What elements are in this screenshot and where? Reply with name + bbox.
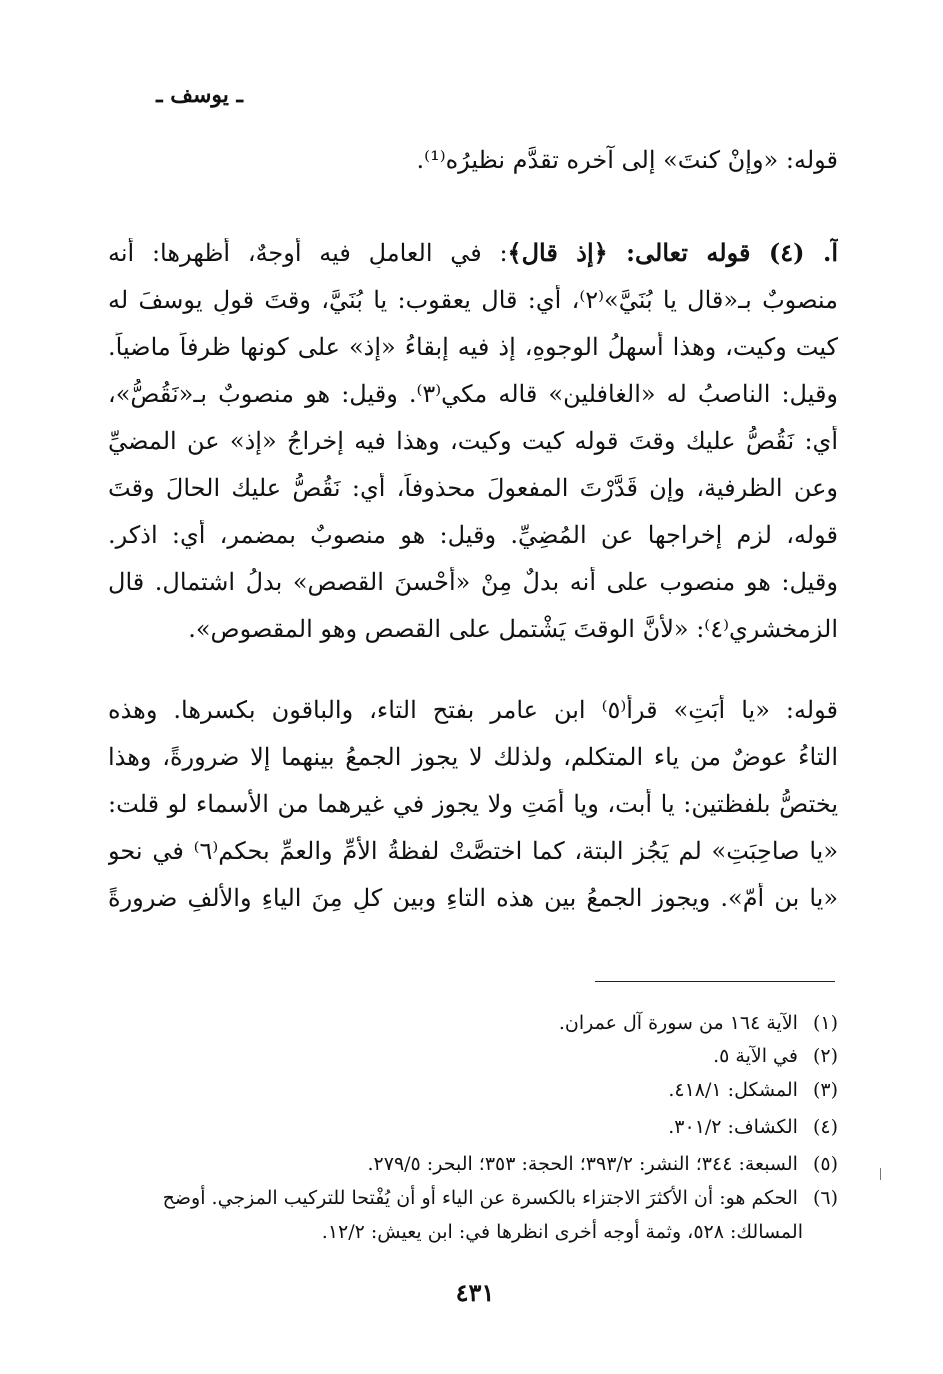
footnote-text: الآية ١٦٤ من سورة آل عمران. xyxy=(558,1012,798,1034)
footnote-text: المشكل: ٤١٨/١. xyxy=(668,1079,798,1101)
footnote-number: (٣) xyxy=(812,1079,838,1101)
footnote-number: (٥) xyxy=(812,1153,838,1175)
verse-lead: آ. (٤) قوله تعالى: ﴿إذ قال﴾ xyxy=(507,238,838,267)
footnote xyxy=(108,1043,838,1069)
text-line: منصوبٌ بـ«قال يا بُنَيَّ»⁽٢⁾، أي: قال يعقوب: يا بُنَيَّ، وقتَ قولِ يوسفَ له xyxy=(108,286,838,314)
text-line xyxy=(108,238,838,268)
text-line: أي: نَقُصُّ عليك وقتَ قوله كيت وكيت، وهذا فيه إخراجُ «إذ» عن المضيِّ xyxy=(108,427,838,455)
text-line: «يا صاحِبَتِ» لم يَجُز البتة، كما اختصَّتْ لفظةُ الأمِّ والعمِّ بحكم⁽٦⁾ في نحو xyxy=(108,837,838,865)
footnote-text: الكشاف: ٣٠١/٢. xyxy=(668,1116,798,1138)
text-line: قوله: «يا أَبَتِ» قرأ⁽٥⁾ ابن عامر بفتح التاء، والباقون بكسرها. وهذه xyxy=(108,696,838,724)
text-line: يختصُّ بلفظتين: يا أبت، ويا أَمَتِ ولا يجوز في غيرهما من الأسماء لو قلت: xyxy=(108,790,838,818)
footnote-number: (٤) xyxy=(812,1116,838,1138)
footnote xyxy=(108,1077,838,1103)
text-span: : في العاملِ فيه أوجهٌ، أظهرها: أنه xyxy=(108,239,508,267)
footnote-number: (٦) xyxy=(812,1187,838,1209)
text-line: الزمخشري⁽٤⁾: «لأنَّ الوقتَ يَشْتمل على القصص وهو المقصوص». xyxy=(188,615,838,643)
footnote-text: في الآية ٥. xyxy=(713,1045,798,1067)
text-line: التاءُ عوضٌ من ياء المتكلم، ولذلك لا يجوز الجمعُ بينهما إلا ضرورةً، وهذا xyxy=(108,743,838,771)
footnote xyxy=(108,1151,838,1177)
text-line: كيت وكيت، وهذا أسهلُ الوجوهِ، إذ فيه إبقاءُ «إذ» على كونها ظرفاً ماضياً. xyxy=(108,333,838,361)
text-line: وقيل: هو منصوب على أنه بدلٌ مِنْ «أَحْسنَ القصص» بدلُ اشتمال. قال xyxy=(108,568,838,596)
footnote-continuation: المسالك: ٥٢٨، وثمة أوجه أخرى انظرها في: ابن يعيش: ١٢/٢. xyxy=(321,1221,803,1243)
footnote-number: (١) xyxy=(812,1012,838,1034)
footnote-divider xyxy=(595,981,835,982)
text-line: «يا بن أُمّ». ويجوز الجمعُ بين هذه التاءِ وبين كلٍ مِنَ الياءِ والألفِ ضرورةً xyxy=(108,884,838,912)
text-line: وعن الظرفية، وإن قَدَّرْتَ المفعولَ محذوفاً، أي: نَقُصُّ عليك الحالَ وقتَ xyxy=(108,474,838,502)
footnote xyxy=(108,1185,838,1211)
footnote xyxy=(108,1010,838,1036)
margin-mark xyxy=(880,1168,881,1180)
text-line: قوله، لزم إخراجها عن المُضِيِّ. وقيل: هو منصوبٌ بمضمر، أي: اذكر. xyxy=(108,521,838,549)
footnote xyxy=(108,1114,838,1140)
footnote-text: السبعة: ٣٤٤؛ النشر: ٣٩٣/٢؛ الحجة: ٣٥٣؛ البحر: ٢٧٩/٥. xyxy=(367,1153,798,1175)
text-line: وقيل: الناصبُ له «الغافلين» قاله مكي⁽٣⁾. وقيل: هو منصوبٌ بـ«نَقُصُّ»، xyxy=(108,380,838,408)
footnote-number: (٢) xyxy=(812,1045,838,1067)
footnote-text: الحكم هو: أن الأكثرَ الاجتزاء بالكسرة عن الياء أو أن يُفْتحا للتركيب المزجي. أوضح xyxy=(162,1187,798,1209)
page-number: ٤٣١ xyxy=(455,1278,495,1307)
running-header: ـ يوسف ـ xyxy=(156,82,243,108)
text-line: قوله: «وإنْ كنتَ» إلى آخره تقدَّم نظيرُه⁽¹⁾. xyxy=(416,146,838,174)
